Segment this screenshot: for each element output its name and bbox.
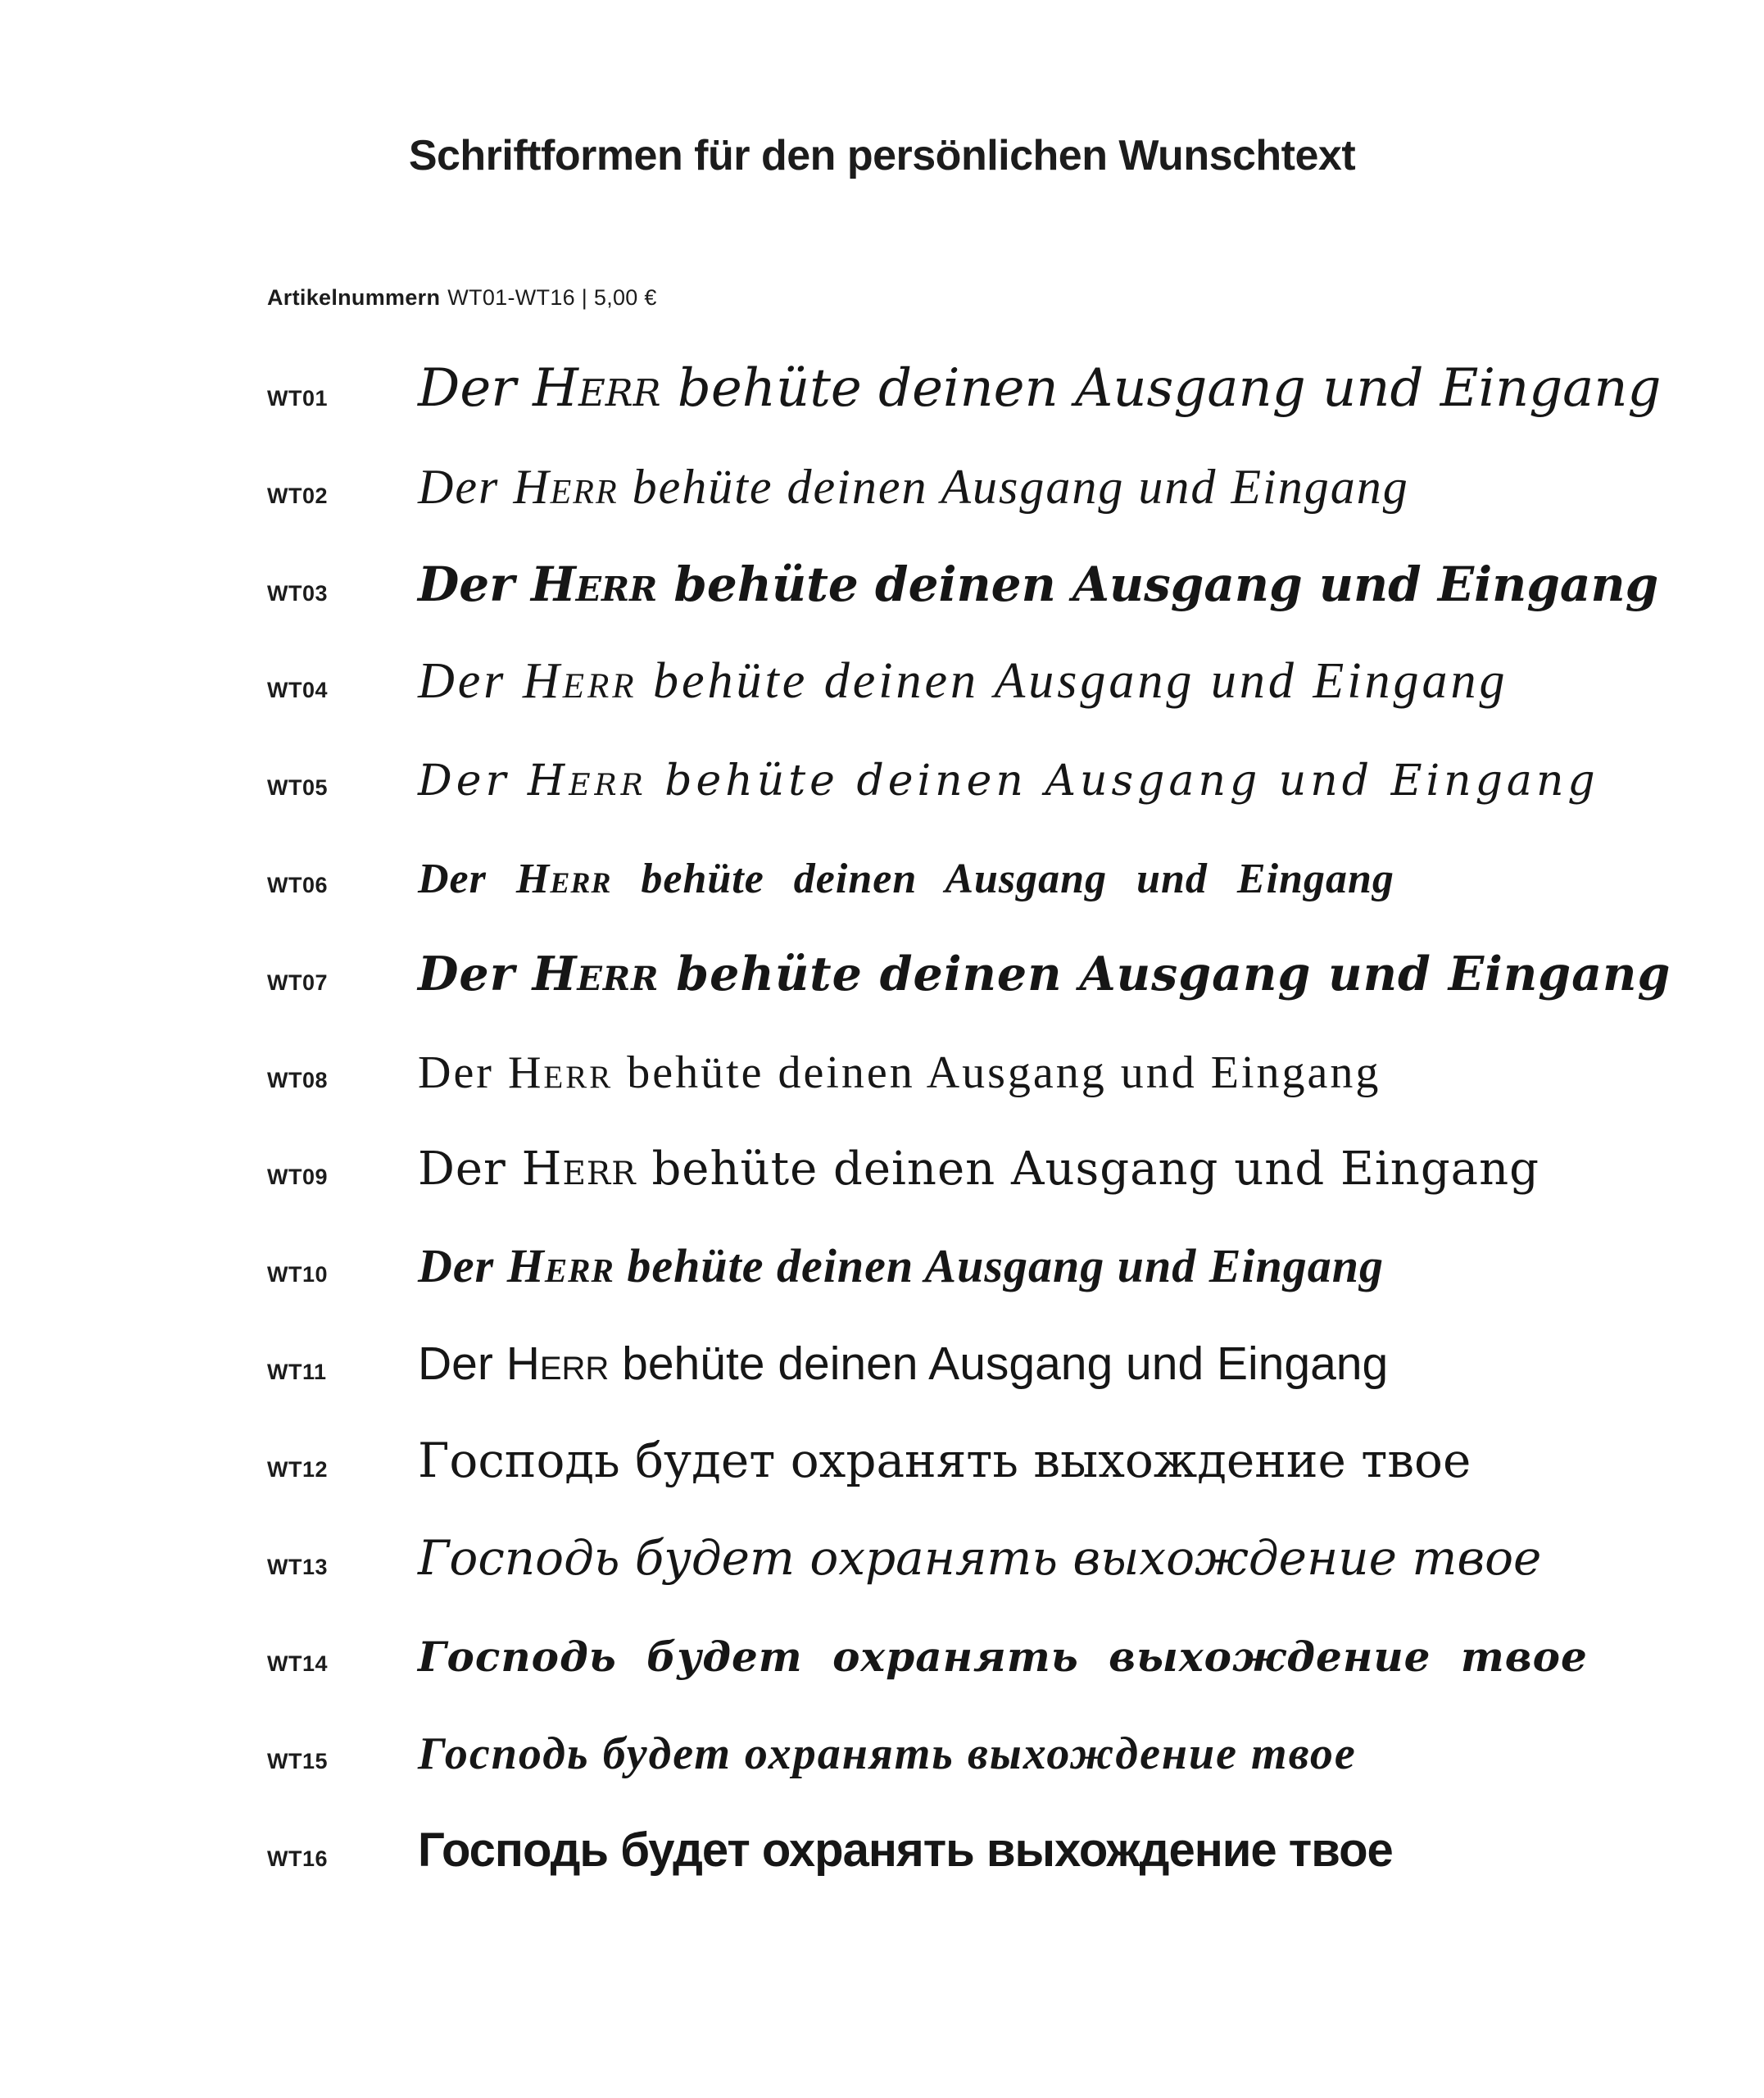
font-sample-text: [418, 358, 1662, 419]
font-sample-text: [418, 1823, 1393, 1877]
sample-part: behüte deinen Ausgang und Eingang: [637, 653, 1508, 710]
font-sample-text: [418, 1530, 1541, 1586]
font-sample-row-wt12: [267, 1421, 1764, 1519]
article-code: WT09: [267, 1165, 329, 1190]
sample-part-lord: Herr: [532, 946, 660, 1001]
font-sample-row-wt04: [267, 642, 1764, 739]
sample-part-lord: Herr: [522, 653, 637, 710]
sample-part-lord: Herr: [513, 459, 619, 514]
sample-part: Der: [418, 1239, 507, 1293]
font-sample-list: [267, 350, 1764, 1908]
article-code: WT05: [267, 775, 329, 801]
article-code: WT11: [267, 1359, 327, 1384]
sample-part: Der: [418, 556, 531, 612]
article-numbers-line: [267, 285, 657, 311]
page-title: Schriftformen für den persönlichen Wunschtext: [408, 132, 1356, 179]
article-code: WT16: [267, 1846, 329, 1871]
sample-part: behüte deinen Ausgang und Eingang: [614, 1239, 1385, 1293]
sample-part: behüte deinen Ausgang und Eingang: [613, 1047, 1381, 1098]
font-sample-text: [418, 1633, 1588, 1681]
font-sample-text: [418, 1047, 1381, 1098]
font-sample-row-wt13: [267, 1519, 1764, 1616]
sample-part-lord: Herr: [527, 756, 647, 806]
article-code: WT06: [267, 872, 329, 897]
font-sample-row-wt08: [267, 1032, 1764, 1129]
article-code: WT15: [267, 1749, 329, 1774]
sample-part-lord: Herr: [507, 1047, 614, 1098]
font-sample-row-wt03: [267, 545, 1764, 643]
sample-part: Господь будет охранять выхождение твое: [418, 1432, 1472, 1488]
sample-part: Der: [418, 756, 528, 806]
article-code: WT02: [267, 483, 329, 508]
article-code: WT03: [267, 580, 329, 606]
sample-part: behüte deinen Ausgang und Eingang: [618, 459, 1409, 514]
sample-part-lord: Herr: [515, 855, 612, 902]
sample-part: Der: [418, 1047, 508, 1098]
font-sample-text: [418, 1728, 1357, 1779]
article-code: WT10: [267, 1262, 329, 1287]
font-sample-row-wt06: [267, 837, 1764, 934]
sample-part: Der: [418, 358, 533, 419]
font-sample-text: [418, 460, 1409, 514]
sample-part: behüte deinen Ausgang und Eingang: [646, 756, 1599, 806]
sample-part: behüte deinen Ausgang und Eingang: [609, 1337, 1389, 1390]
font-sample-row-wt11: [267, 1324, 1764, 1421]
article-code: WT04: [267, 678, 329, 703]
sample-part: behüte deinen Ausgang und Eingang: [659, 946, 1671, 1001]
article-code: WT08: [267, 1067, 329, 1092]
sample-part: Der: [418, 459, 514, 514]
sample-part-lord: Herr: [506, 1239, 614, 1293]
sample-part: Господь будет охранять выхождение твое: [418, 1823, 1393, 1877]
font-sample-text: [418, 1433, 1471, 1488]
article-code: WT13: [267, 1554, 329, 1579]
font-sample-text: [418, 1142, 1540, 1196]
article-code: WT12: [267, 1456, 329, 1482]
sample-part: Der: [418, 1337, 506, 1390]
sample-part-lord: Herr: [533, 358, 661, 419]
font-sample-row-wt01: [267, 350, 1764, 447]
sample-part-lord: Herr: [521, 1142, 637, 1197]
article-numbers-label: Artikelnummern: [267, 285, 441, 310]
font-sample-text: [418, 1239, 1384, 1292]
font-sample-row-wt16: [267, 1810, 1764, 1908]
sample-part: Господь будет охранять выхождение твое: [418, 1728, 1357, 1780]
font-sample-row-wt05: [267, 739, 1764, 837]
sample-part: Der: [418, 653, 523, 710]
sample-part: Der: [418, 946, 533, 1001]
sample-part: behüte deinen Ausgang und Eingang: [660, 358, 1662, 419]
article-numbers-value: WT01-WT16 | 5,00 €: [447, 285, 657, 310]
font-sample-text: [418, 756, 1599, 806]
font-sample-row-wt09: [267, 1128, 1764, 1226]
font-sample-row-wt02: [267, 447, 1764, 545]
font-sample-text: [418, 1337, 1388, 1390]
sample-part: behüte deinen Ausgang und Eingang: [636, 1142, 1540, 1197]
font-sample-text: [418, 856, 1394, 902]
sample-part-lord: Herr: [530, 556, 658, 612]
sample-part: behüte deinen Ausgang und Eingang: [611, 855, 1394, 902]
article-code: WT07: [267, 970, 329, 995]
sample-part: Господь будет охранять выхождение твое: [418, 1529, 1542, 1586]
sample-part: Der: [418, 855, 516, 902]
sample-part: Господь будет охранять выхождение твое: [418, 1633, 1588, 1682]
sample-part-lord: Herr: [506, 1337, 610, 1390]
font-sample-text: [418, 556, 1658, 612]
font-sample-row-wt15: [267, 1713, 1764, 1810]
font-sample-row-wt07: [267, 934, 1764, 1032]
font-sample-row-wt10: [267, 1226, 1764, 1324]
font-sample-text: [418, 947, 1671, 1001]
font-sample-row-wt14: [267, 1615, 1764, 1713]
font-sample-text: [418, 653, 1508, 709]
sample-part: Der: [418, 1142, 522, 1197]
article-code: WT14: [267, 1651, 329, 1677]
article-code: WT01: [267, 386, 329, 411]
sample-part: behüte deinen Ausgang und Eingang: [657, 556, 1659, 612]
